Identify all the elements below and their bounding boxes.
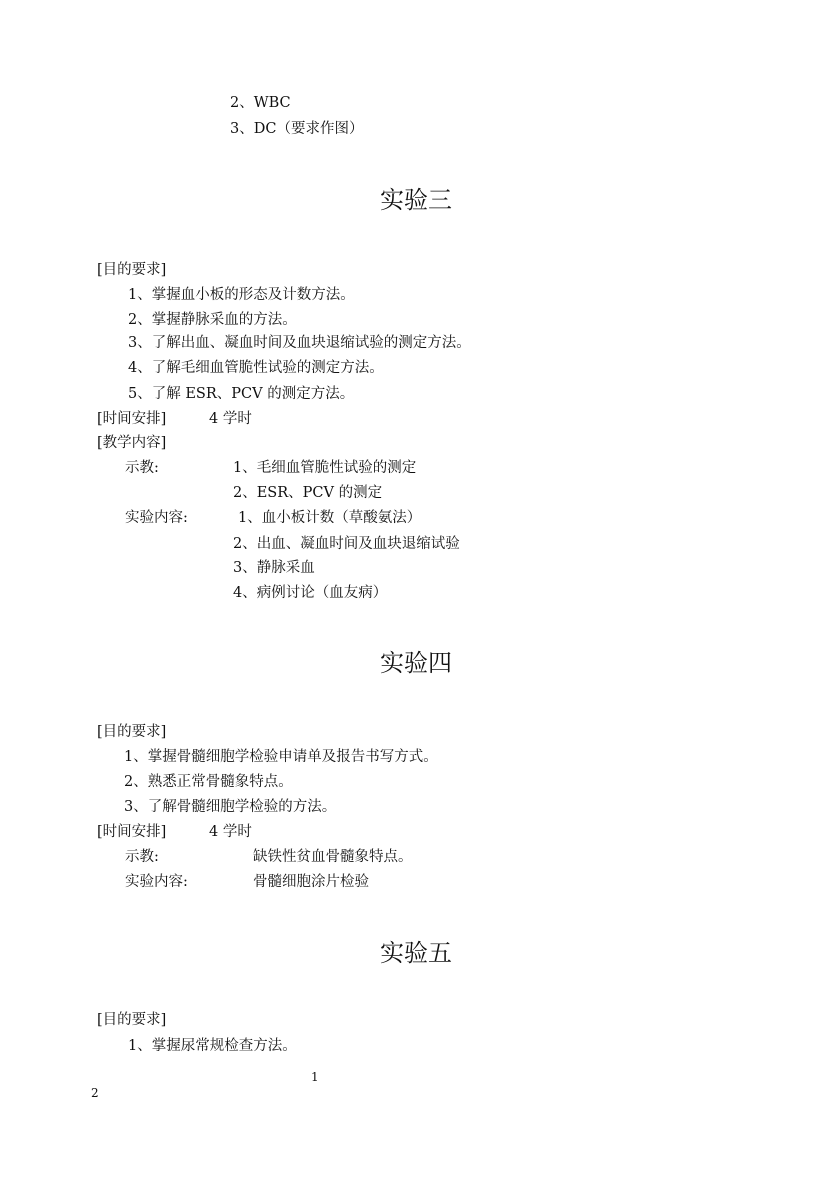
aim-item: 1、掌握尿常规检查方法。 [128,1038,297,1054]
aim-item: 2、熟悉正常骨髓象特点。 [124,774,293,790]
list-item-wbc: 2、WBC [230,95,291,111]
demo-item: 2、ESR、PCV 的测定 [233,485,383,501]
lab-label: 实验内容: [125,874,188,890]
demo-label: 示教: [125,849,159,865]
time-value: 4 学时 [209,411,252,427]
aim-item: 4、了解毛细血管脆性试验的测定方法。 [128,360,384,376]
page-number-center: 1 [311,1070,319,1084]
time-header: [时间安排] [97,411,167,427]
lab-item: 1、血小板计数（草酸氨法） [238,510,422,526]
time-header: [时间安排] [97,824,167,840]
lab-value: 骨髓细胞涂片检验 [253,874,369,890]
section-title-exp5: 实验五 [380,939,452,967]
list-item-dc: 3、DC（要求作图） [230,121,364,137]
content-header: [教学内容] [97,435,167,451]
section-title-exp4: 实验四 [380,649,452,677]
aim-header: [目的要求] [97,262,167,278]
aim-item: 1、掌握血小板的形态及计数方法。 [128,287,355,303]
time-value: 4 学时 [209,824,252,840]
aim-item: 1、掌握骨髓细胞学检验申请单及报告书写方式。 [124,749,438,765]
section-title-exp3: 实验三 [380,186,452,214]
demo-label: 示教: [125,460,159,476]
aim-header: [目的要求] [97,724,167,740]
demo-item: 1、毛细血管脆性试验的测定 [233,460,417,476]
demo-value: 缺铁性贫血骨髓象特点。 [253,849,413,865]
lab-label: 实验内容: [125,510,188,526]
aim-item: 2、掌握静脉采血的方法。 [128,312,297,328]
page-number-left: 2 [91,1086,99,1100]
lab-item: 2、出血、凝血时间及血块退缩试验 [233,536,460,552]
lab-item: 4、病例讨论（血友病） [233,585,388,601]
aim-header: [目的要求] [97,1012,167,1028]
aim-item: 5、了解 ESR、PCV 的测定方法。 [128,386,355,402]
aim-item: 3、了解骨髓细胞学检验的方法。 [124,799,337,815]
aim-item: 3、了解出血、凝血时间及血块退缩试验的测定方法。 [128,335,471,351]
lab-item: 3、静脉采血 [233,560,315,576]
